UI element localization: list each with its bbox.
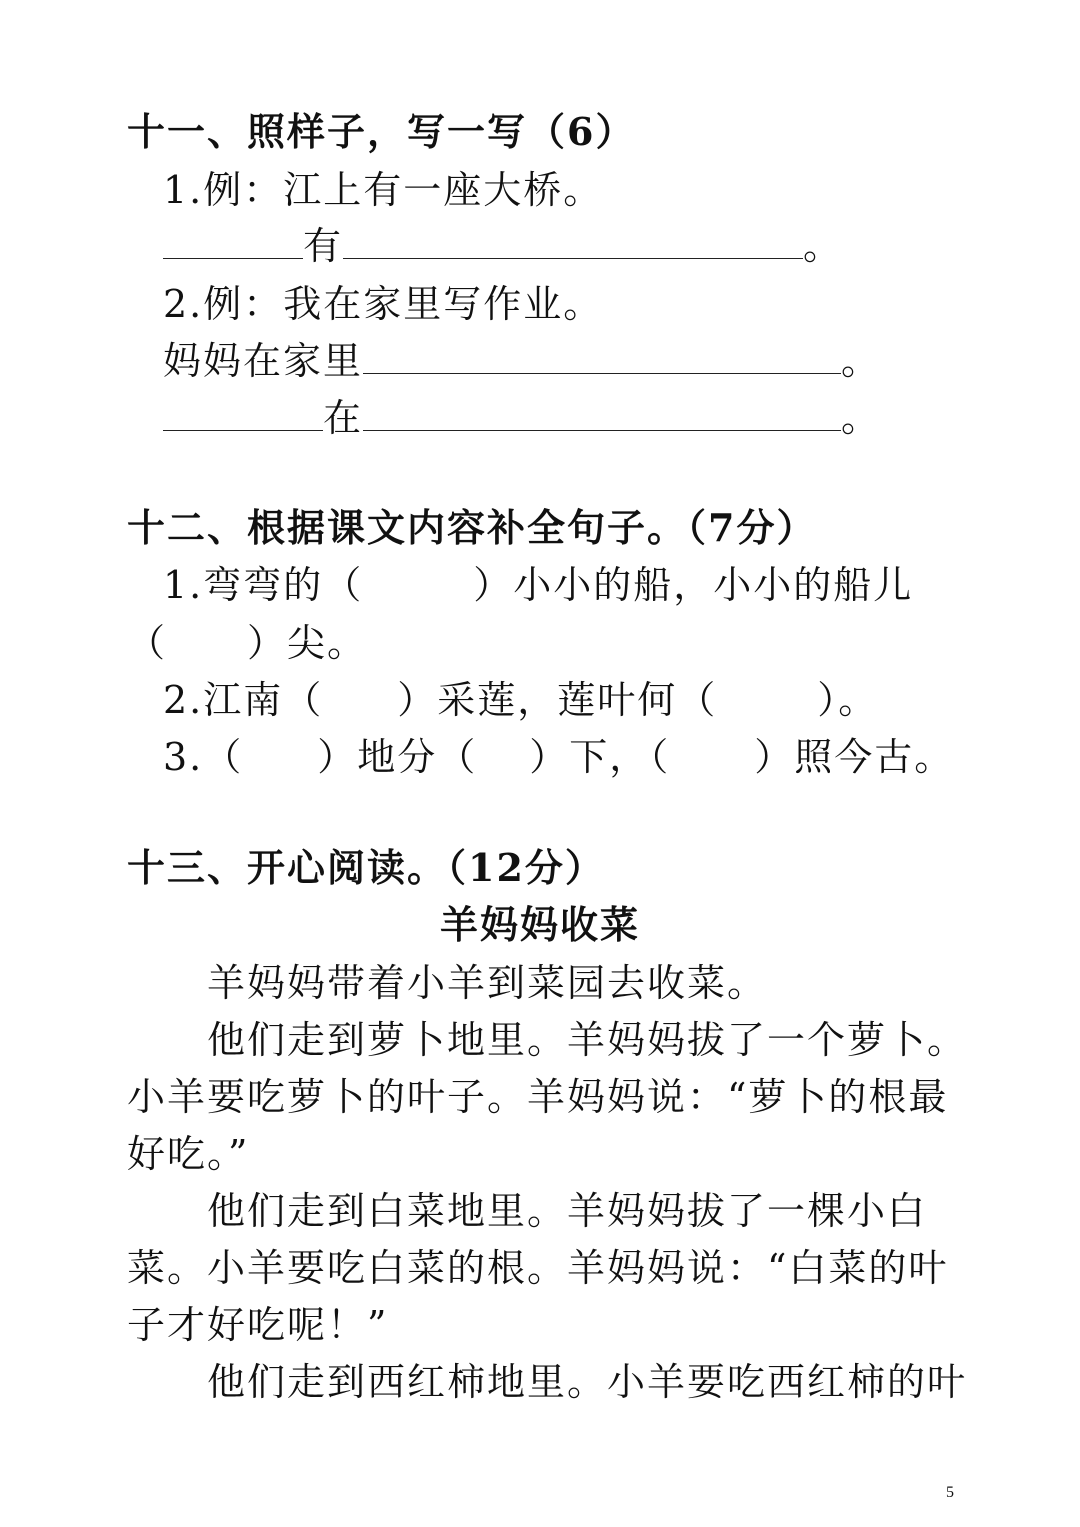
section-11-answer-1	[163, 224, 843, 268]
section-11-example-1: 1.例：江上有一座大桥。	[163, 168, 604, 212]
passage-line: 他们走到西红柿地里。小羊要吃西红柿的叶	[207, 1360, 968, 1404]
passage-line: 小羊要吃萝卜的叶子。羊妈妈说：“萝卜的根最	[127, 1075, 949, 1119]
section-11-answer-2	[163, 339, 881, 383]
text: ）地分（	[317, 735, 478, 779]
passage-line: 菜。小羊要吃白菜的根。羊妈妈说：“白菜的叶	[127, 1246, 949, 1290]
text: ）照今古。	[754, 735, 955, 779]
passage-line: 他们走到白菜地里。羊妈妈拔了一棵小白	[207, 1189, 928, 1233]
text: ）下，（	[529, 735, 671, 779]
answer-blank[interactable]	[343, 224, 803, 259]
passage-line: 好吃。”	[127, 1132, 250, 1176]
text: ）尖。	[247, 621, 368, 665]
section-11-example-2: 2.例：我在家里写作业。	[163, 282, 604, 326]
text: ）。	[817, 678, 879, 722]
page-number: 5	[946, 1484, 954, 1501]
text: 3.（	[163, 735, 244, 779]
text: ）采莲，莲叶何（	[397, 678, 718, 722]
section-11-heading: 十一、照样子，写一写（6）	[127, 109, 636, 154]
section-12-line-3	[163, 678, 878, 722]
answer-text: 在	[323, 396, 364, 440]
text: 2.江南（	[163, 678, 324, 722]
passage-line: 他们走到萝卜地里。羊妈妈拔了一个萝卜。	[207, 1018, 968, 1062]
text: 1.弯弯的（	[163, 563, 364, 607]
answer-text: 妈妈在家里	[163, 339, 364, 383]
answer-text: 有	[303, 224, 344, 268]
period: 。	[841, 339, 882, 383]
answer-blank[interactable]	[363, 339, 841, 374]
text: ）小小的船，小小的船儿	[473, 563, 914, 607]
text: （	[127, 621, 168, 665]
section-12-line-4	[163, 735, 954, 779]
answer-blank[interactable]	[163, 224, 303, 259]
section-12-heading: 十二、根据课文内容补全句子。（7分）	[127, 505, 817, 550]
period: 。	[803, 224, 844, 268]
answer-blank[interactable]	[163, 396, 323, 431]
section-12-line-2	[127, 621, 367, 665]
passage-title: 羊妈妈收菜	[439, 902, 640, 947]
passage-line: 羊妈妈带着小羊到菜园去收菜。	[207, 961, 768, 1005]
section-13-heading: 十三、开心阅读。（12分）	[127, 845, 605, 890]
section-12-line-1	[163, 563, 913, 607]
answer-blank[interactable]	[363, 396, 841, 431]
period: 。	[841, 396, 882, 440]
section-11-answer-3	[163, 396, 881, 440]
passage-line: 子才好吃呢！”	[127, 1303, 389, 1347]
